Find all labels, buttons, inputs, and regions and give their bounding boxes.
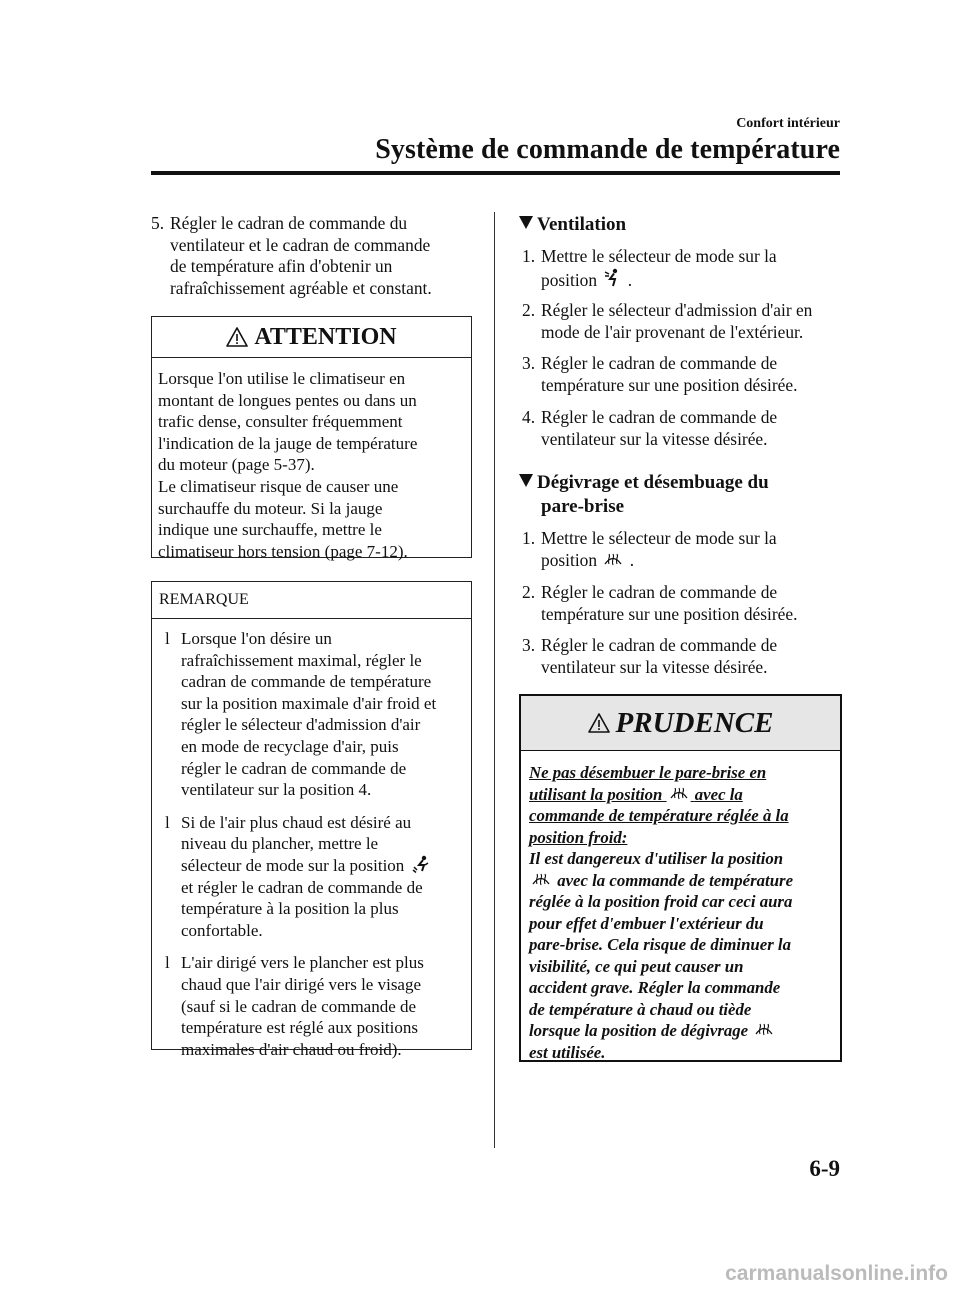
attention-body [152,358,471,562]
section-heading-degivrage [519,471,769,519]
section-label: Confort intérieur [736,116,840,131]
step-line: mode de l'air provenant de l'extérieur. [541,321,804,342]
step-line: rafraîchissement agréable et constant. [170,277,432,298]
prudence-line: Il est dangereux d'utiliser la position [529,849,784,868]
triangle-marker-icon [519,216,533,229]
prudence-header [521,696,840,751]
remarque-list [152,619,471,1060]
attention-line: Le climatiseur risque de causer une [158,476,399,496]
list-item [152,952,471,1060]
step-line: température sur une position désirée. [541,603,798,624]
prudence-line-text: avec la commande de température [557,870,794,890]
attention-line: climatiseur hors tension (page 7-12). [158,541,408,561]
windshield-defrost-icon [603,552,623,568]
step-line: ventilateur et le cadran de commande [170,234,431,255]
step-line: température sur une position désirée. [541,374,798,395]
vent-step-1 [522,246,840,291]
step-text [541,528,840,571]
item-line: confortable. [181,920,263,940]
item-line: maximales d'air chaud ou froid). [181,1039,402,1059]
footer-watermark[interactable]: carmanualsonline.info [725,1262,948,1285]
item-line: (sauf si le cadran de commande de [181,996,417,1016]
section-heading-text: Ventilation [537,214,627,235]
step-line: Mettre le sélecteur de mode sur la [541,528,777,548]
remarque-title: REMARQUE [159,591,249,608]
step-number: 2. [522,582,536,602]
item-line: température à la position la plus [181,899,399,919]
item-line: L'air dirigé vers le plancher est plus [181,953,424,973]
step-text [541,635,840,678]
step-line: Régler le cadran de commande de [541,407,778,427]
step-line: Régler le cadran de commande du [170,213,408,233]
prudence-line: visibilité, ce qui peut causer un [529,956,744,976]
item-line: sur la position maximale d'air froid et [181,693,437,713]
item-line: en mode de recyclage d'air, puis [181,736,399,756]
step-number: 4. [522,407,536,427]
item-line: rafraîchissement maximal, régler le [181,650,422,670]
prudence-line-text: lorsque la position de dégivrage [529,1021,749,1040]
step-number: 5. [151,213,165,233]
section-heading-text: Dégivrage et désembuage du [537,472,769,493]
degivrage-step-2 [522,582,840,625]
remarque-header [152,582,471,619]
attention-box [151,316,472,561]
item-line: Lorsque l'on désire un [181,629,332,648]
step-line: . [627,269,633,290]
item-line: température est réglé aux positions [181,1018,418,1038]
prudence-line [529,784,832,806]
prudence-line: de température à chaud ou tiède [529,999,752,1019]
page-title: Système de commande de température [375,134,840,165]
step-line: . [629,549,635,570]
step-line: position [541,549,598,570]
item-line: cadran de commande de température [181,672,432,692]
column-divider [494,212,495,1148]
prudence-line: est utilisée. [529,1042,606,1062]
item-line: niveau du plancher, mettre le [181,834,379,854]
bullet-icon: l [165,812,170,832]
prudence-line: pour effet d'embuer l'extérieur du [529,913,764,933]
attention-line: indique une surchauffe, mettre le [158,520,382,540]
prudence-line: Ne pas désembuer le pare-brise en [529,763,767,782]
step-text [541,246,840,291]
section-heading-ventilation [519,213,626,237]
vent-step-3 [522,353,840,396]
item-line: Si de l'air plus chaud est désiré au [181,812,412,832]
item-line: régler le cadran de commande de [181,758,407,778]
step-5 [151,213,471,299]
attention-line: du moteur (page 5-37). [158,455,315,475]
prudence-title: PRUDENCE [615,706,774,739]
windshield-defrost-icon [754,1022,774,1038]
attention-line: montant de longues pentes ou dans un [158,390,417,410]
prudence-line: commande de température réglée à la [529,806,789,825]
item-line-text: sélecteur de mode sur la position [181,855,405,875]
page-number: 6-9 [809,1156,840,1181]
prudence-line: pare-brise. Cela risque de diminuer la [529,935,791,954]
step-text [541,300,840,343]
bullet-icon: l [165,953,170,973]
item-line: régler le sélecteur d'admission d'air [181,715,421,735]
step-line: Régler le cadran de commande de [541,635,778,655]
step-text [541,407,840,450]
step-line: Régler le cadran de commande de [541,582,778,602]
step-number: 2. [522,300,536,320]
windshield-defrost-icon [531,872,551,888]
prudence-body [521,751,840,1063]
attention-line: surchauffe du moteur. Si la jauge [158,498,383,518]
item-line: chaud que l'air dirigé vers le visage [181,974,422,994]
degivrage-step-1 [522,528,840,571]
vent-face-mode-icon [603,268,621,288]
step-line: Régler le cadran de commande de [541,353,778,373]
header-rule [151,171,840,175]
step-line: Mettre le sélecteur de mode sur la [541,246,777,266]
prudence-line: accident grave. Régler la commande [529,978,781,997]
prudence-line-text: avec la [694,784,743,804]
bullet-icon: l [165,629,170,648]
warning-triangle-icon [588,713,610,733]
section-heading-text: pare-brise [541,496,625,517]
attention-line: l'indication de la jauge de température [158,433,418,453]
item-line [181,855,471,877]
prudence-box [519,694,842,1062]
prudence-line [529,870,832,892]
attention-line: Lorsque l'on utilise le climatiseur en [158,369,406,388]
attention-line: trafic dense, consulter fréquemment [158,412,403,432]
prudence-line-text: utilisant la position [529,784,663,804]
prudence-line [529,1020,832,1042]
attention-header [152,317,471,358]
prudence-line: réglée à la position froid car ceci aura [529,892,793,911]
vent-step-4 [522,407,840,450]
prudence-line: position froid: [529,827,628,847]
triangle-marker-icon [519,474,533,487]
attention-title: ATTENTION [254,323,397,350]
step-line: ventilateur sur la vitesse désirée. [541,428,768,449]
list-item [152,812,471,942]
windshield-defrost-icon [669,786,689,802]
step-number: 1. [522,246,536,266]
list-item [152,628,471,801]
warning-triangle-icon [226,327,248,347]
item-line: ventilateur sur la position 4. [181,780,372,800]
step-text [170,213,471,299]
vent-step-2 [522,300,840,343]
step-line: Régler le sélecteur d'admission d'air en [541,300,813,320]
step-line: position [541,269,598,290]
degivrage-step-3 [522,635,840,678]
step-number: 1. [522,528,536,548]
step-text [541,582,840,625]
step-line: de température afin d'obtenir un [170,256,393,276]
step-number: 3. [522,635,536,655]
step-text [541,353,840,396]
item-line: et régler le cadran de commande de [181,877,423,897]
remarque-box [151,581,472,1059]
floor-mode-icon [411,855,431,873]
step-number: 3. [522,353,536,373]
step-line: ventilateur sur la vitesse désirée. [541,656,768,677]
